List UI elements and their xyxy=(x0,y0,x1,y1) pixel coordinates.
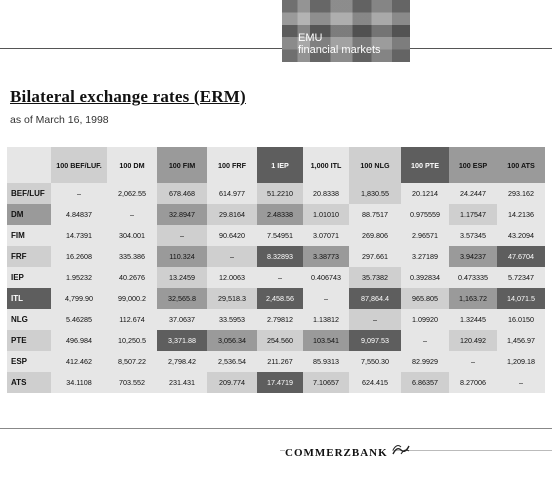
table-cell: 209.774 xyxy=(207,372,257,393)
column-header: 100 ATS xyxy=(497,147,545,183)
table-cell: 496.984 xyxy=(51,330,107,351)
table-cell: 8,507.22 xyxy=(107,351,157,372)
table-cell: 103.541 xyxy=(303,330,349,351)
table-cell: 10,250.5 xyxy=(107,330,157,351)
row-label: IEP xyxy=(7,267,51,288)
table-row xyxy=(7,204,545,225)
table-cell: 1,209.18 xyxy=(497,351,545,372)
page-title: Bilateral exchange rates (ERM) xyxy=(10,87,246,106)
table-cell: 1,163.72 xyxy=(449,288,497,309)
table-cell: – xyxy=(107,204,157,225)
table-cell: 88.7517 xyxy=(349,204,401,225)
table-cell: 112.674 xyxy=(107,309,157,330)
table-cell: 211.267 xyxy=(257,351,303,372)
table-cell: 254.560 xyxy=(257,330,303,351)
table-cell: 14.7391 xyxy=(51,225,107,246)
table-row xyxy=(7,330,545,351)
table-cell: 0.392834 xyxy=(401,267,449,288)
table-cell: 1,830.55 xyxy=(349,183,401,204)
row-label: ESP xyxy=(7,351,51,372)
table-cell: 297.661 xyxy=(349,246,401,267)
page-subtitle: as of March 16, 1998 xyxy=(10,114,109,126)
table-cell: 6.86357 xyxy=(401,372,449,393)
table-cell: 7,550.30 xyxy=(349,351,401,372)
corner-cell xyxy=(7,147,51,183)
table-cell: 90.6420 xyxy=(207,225,257,246)
row-label: FIM xyxy=(7,225,51,246)
table-cell: 120.492 xyxy=(449,330,497,351)
table-cell: 51.2210 xyxy=(257,183,303,204)
table-cell: 29.8164 xyxy=(207,204,257,225)
table-cell: 3.38773 xyxy=(303,246,349,267)
table-cell: 0.473335 xyxy=(449,267,497,288)
column-header: 1,000 ITL xyxy=(303,147,349,183)
table-cell: 3.07071 xyxy=(303,225,349,246)
table-cell: 35.7382 xyxy=(349,267,401,288)
table-cell: 2,458.56 xyxy=(257,288,303,309)
badge-line-1: EMU xyxy=(298,32,323,44)
table-cell: 703.552 xyxy=(107,372,157,393)
table-row xyxy=(7,288,545,309)
table-row xyxy=(7,246,545,267)
table-cell: 2,062.55 xyxy=(107,183,157,204)
header-badge xyxy=(282,0,410,62)
table-cell: – xyxy=(303,288,349,309)
column-header: 100 PTE xyxy=(401,147,449,183)
table-cell: 16.2608 xyxy=(51,246,107,267)
table-cell: 412.462 xyxy=(51,351,107,372)
column-header: 100 FRF xyxy=(207,147,257,183)
table-cell: 29,518.3 xyxy=(207,288,257,309)
table-cell: 14,071.5 xyxy=(497,288,545,309)
brand-name: COMMERZBANK xyxy=(285,447,392,459)
row-label: FRF xyxy=(7,246,51,267)
exchange-rate-table xyxy=(7,147,545,393)
table-cell: 2.48338 xyxy=(257,204,303,225)
table-cell: 624.415 xyxy=(349,372,401,393)
column-header: 100 ESP xyxy=(449,147,497,183)
table-row xyxy=(7,372,545,393)
row-label: BEF/LUF xyxy=(7,183,51,204)
row-label: NLG xyxy=(7,309,51,330)
table-cell: 16.0150 xyxy=(497,309,545,330)
column-header: 1 IEP xyxy=(257,147,303,183)
table-cell: – xyxy=(207,246,257,267)
table-cell: – xyxy=(497,372,545,393)
table-cell: 40.2676 xyxy=(107,267,157,288)
table-cell: 8.27006 xyxy=(449,372,497,393)
table-cell: – xyxy=(349,309,401,330)
table-cell: 13.2459 xyxy=(157,267,207,288)
table-cell: 2,798.42 xyxy=(157,351,207,372)
table-cell: 2.79812 xyxy=(257,309,303,330)
table-cell: 32.8947 xyxy=(157,204,207,225)
table-cell: 4.84837 xyxy=(51,204,107,225)
table-row xyxy=(7,267,545,288)
table-cell: 3.94237 xyxy=(449,246,497,267)
table-cell: 3,056.34 xyxy=(207,330,257,351)
badge-line-2: financial markets xyxy=(298,44,381,56)
table-cell: 24.2447 xyxy=(449,183,497,204)
table-cell: 47.6704 xyxy=(497,246,545,267)
header-row xyxy=(7,147,545,183)
table-cell: 1.01010 xyxy=(303,204,349,225)
table-cell: 965.805 xyxy=(401,288,449,309)
table-cell: 43.2094 xyxy=(497,225,545,246)
table-cell: 8.32893 xyxy=(257,246,303,267)
table-cell: – xyxy=(257,267,303,288)
table-cell: 85.9313 xyxy=(303,351,349,372)
table-cell: 1.13812 xyxy=(303,309,349,330)
table-row xyxy=(7,225,545,246)
table-cell: 34.1108 xyxy=(51,372,107,393)
table-cell: 12.0063 xyxy=(207,267,257,288)
column-header: 100 BEF/LUF. xyxy=(51,147,107,183)
row-label: ATS xyxy=(7,372,51,393)
table-cell: 82.9929 xyxy=(401,351,449,372)
table-cell: 7.54951 xyxy=(257,225,303,246)
table-cell: 3.57345 xyxy=(449,225,497,246)
table-cell: 7.10657 xyxy=(303,372,349,393)
table-cell: 33.5953 xyxy=(207,309,257,330)
table-cell: 1,456.97 xyxy=(497,330,545,351)
table-cell: 20.8338 xyxy=(303,183,349,204)
table-cell: 4,799.90 xyxy=(51,288,107,309)
column-header: 100 DM xyxy=(107,147,157,183)
table-cell: 0.975559 xyxy=(401,204,449,225)
table-cell: 269.806 xyxy=(349,225,401,246)
table-cell: 1.32445 xyxy=(449,309,497,330)
table-cell: 1.09920 xyxy=(401,309,449,330)
table-cell: – xyxy=(401,330,449,351)
table-cell: 1.95232 xyxy=(51,267,107,288)
table-cell: 2,536.54 xyxy=(207,351,257,372)
table-cell: 87,864.4 xyxy=(349,288,401,309)
row-label: PTE xyxy=(7,330,51,351)
table-cell: 614.977 xyxy=(207,183,257,204)
table-cell: 32,565.8 xyxy=(157,288,207,309)
table-cell: 304.001 xyxy=(107,225,157,246)
table-cell: 37.0637 xyxy=(157,309,207,330)
table-cell: – xyxy=(157,225,207,246)
column-header: 100 FIM xyxy=(157,147,207,183)
table-cell: 293.162 xyxy=(497,183,545,204)
table-row xyxy=(7,183,545,204)
table-cell: 2.96571 xyxy=(401,225,449,246)
bottom-rule xyxy=(0,428,552,429)
table-cell: 1.17547 xyxy=(449,204,497,225)
row-label: ITL xyxy=(7,288,51,309)
table-cell: 20.1214 xyxy=(401,183,449,204)
table-cell: 14.2136 xyxy=(497,204,545,225)
table-cell: 0.406743 xyxy=(303,267,349,288)
table-cell: – xyxy=(51,183,107,204)
table-cell: 3.27189 xyxy=(401,246,449,267)
commerzbank-logo-icon xyxy=(391,444,411,456)
table-cell: 9,097.53 xyxy=(349,330,401,351)
table-cell: 231.431 xyxy=(157,372,207,393)
table-cell: 5.46285 xyxy=(51,309,107,330)
table-cell: 678.468 xyxy=(157,183,207,204)
table-cell: 335.386 xyxy=(107,246,157,267)
table-cell: – xyxy=(449,351,497,372)
table-row xyxy=(7,351,545,372)
row-label: DM xyxy=(7,204,51,225)
table-cell: 110.324 xyxy=(157,246,207,267)
table-cell: 3,371.88 xyxy=(157,330,207,351)
table-row xyxy=(7,309,545,330)
table-cell: 99,000.2 xyxy=(107,288,157,309)
table-cell: 17.4719 xyxy=(257,372,303,393)
table-cell: 5.72347 xyxy=(497,267,545,288)
column-header: 100 NLG xyxy=(349,147,401,183)
top-rule xyxy=(0,48,552,49)
